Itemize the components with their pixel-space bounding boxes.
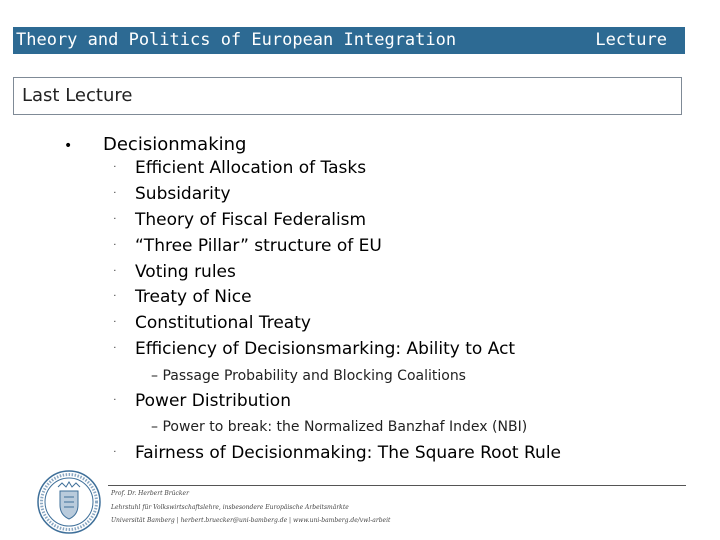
list-item: ᐧ Theory of Fiscal Federalism [113,209,367,230]
footer-line-2: Lehrstuhl für Volkswirtschaftslehre, insbesondere Europäische Arbeitsmärkte [111,504,349,511]
sub-item-list [113,158,515,365]
university-seal-icon [36,469,102,535]
main-item: Decisionmaking [103,134,247,155]
tick-icon: ᐧ [113,393,117,407]
list-item: ᐧ Subsidarity [113,183,231,204]
footer-line-3: Universität Bamberg | herbert.bruecker@uni-bamberg.de | www.uni-bamberg.de/vwl-arbeit [111,517,391,524]
list-item: ᐧ Efficient Allocation of Tasks [113,158,367,178]
header-title: Theory and Politics of European Integration [16,30,457,50]
list-item: ᐧ Efficiency of Decisionsmarking: Ability to Act [113,339,516,360]
footer-line-1: Prof. Dr. Herbert Brücker [111,490,189,497]
list-item: ᐧ Treaty of Nice [113,287,252,308]
list-item: ᐧ “Three Pillar” structure of EU [113,235,382,256]
power-detail: – Power to break: the Normalized Banzhaf Index (NBI) [151,419,528,435]
list-item: ᐧ Constitutional Treaty [113,313,311,334]
tick-icon: ᐧ [113,289,117,304]
efficiency-detail: – Passage Probability and Blocking Coalitions [151,368,466,384]
bullet-icon: • [64,138,73,154]
list-item: ᐧ Voting rules [113,261,236,282]
tick-icon: ᐧ [113,445,117,459]
header-lecture-label: Lecture [595,30,667,50]
fairness-item: ᐧ Fairness of Decisionmaking: The Square Root Rule [113,443,562,463]
tick-icon: ᐧ [113,341,117,356]
tick-icon: ᐧ [113,160,117,174]
section-title: Last Lecture [22,85,133,106]
tick-icon: ᐧ [113,315,117,330]
power-item: ᐧ Power Distribution [113,391,291,411]
tick-icon: ᐧ [113,211,117,226]
header-bar [13,27,685,54]
footer-divider [108,485,686,486]
tick-icon: ᐧ [113,237,117,252]
tick-icon: ᐧ [113,185,117,200]
section-title-box [13,77,682,115]
tick-icon: ᐧ [113,263,117,278]
